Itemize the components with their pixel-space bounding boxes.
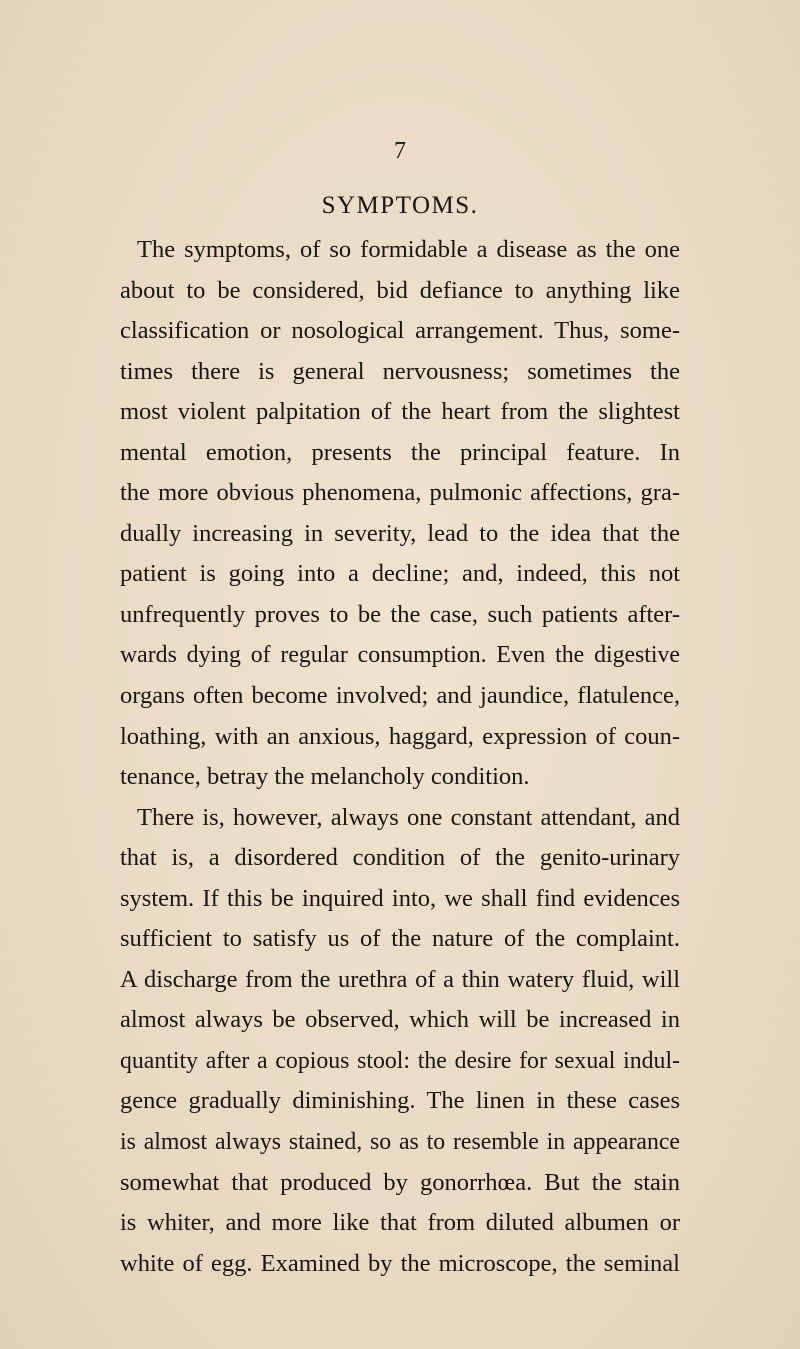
text-line: sufficient to satisfy us of the nature of the complaint.	[120, 925, 680, 953]
text-line: white of egg. Examined by the microscope, the seminal	[120, 1249, 680, 1277]
text-line: tenance, betray the melancholy condition.	[120, 763, 530, 791]
text-line: wards dying of regular consumption. Even the digestive	[120, 642, 680, 669]
text-line: loathing, with an anxious, haggard, expression of coun-	[120, 722, 680, 750]
text-line: mental emotion, presents the principal feature. In	[120, 438, 680, 466]
text-line: There is, however, always one constant attendant, and	[137, 803, 680, 831]
text-line: most violent palpitation of the heart from the slightest	[120, 398, 680, 426]
text-line: organs often become involved; and jaundice, flatulence,	[120, 682, 680, 710]
text-line: is almost always stained, so as to resemble in appearance	[120, 1129, 680, 1156]
text-line: A discharge from the urethra of a thin watery fluid, will	[120, 965, 680, 993]
text-line: classification or nosological arrangement. Thus, some-	[120, 317, 680, 345]
text-line: unfrequently proves to be the case, such patients after-	[120, 600, 680, 628]
text-line: the more obvious phenomena, pulmonic affections, gra-	[120, 479, 680, 507]
text-line: times there is general nervousness; sometimes the	[120, 357, 680, 385]
text-line: The symptoms, of so formidable a disease as the one	[137, 236, 680, 263]
body-text	[120, 230, 680, 1284]
text-line: is whiter, and more like that from diluted albumen or	[120, 1209, 680, 1237]
section-heading: SYMPTOMS.	[321, 192, 479, 219]
text-line: dually increasing in severity, lead to the idea that the	[120, 519, 680, 547]
text-line: somewhat that produced by gonorrhœa. But the stain	[120, 1168, 680, 1196]
text-line: quantity after a copious stool: the desire for sexual indul-	[120, 1047, 680, 1074]
text-line: that is, a disordered condition of the genito-urinary	[120, 844, 680, 872]
page-number: 7	[394, 138, 406, 164]
text-line: almost always be observed, which will be increased in	[120, 1006, 680, 1034]
text-line: system. If this be inquired into, we shall find evidences	[120, 884, 680, 912]
text-line: about to be considered, bid defiance to anything like	[120, 276, 680, 304]
text-line: patient is going into a decline; and, indeed, this not	[120, 560, 680, 588]
text-line: gence gradually diminishing. The linen in these cases	[120, 1087, 680, 1115]
